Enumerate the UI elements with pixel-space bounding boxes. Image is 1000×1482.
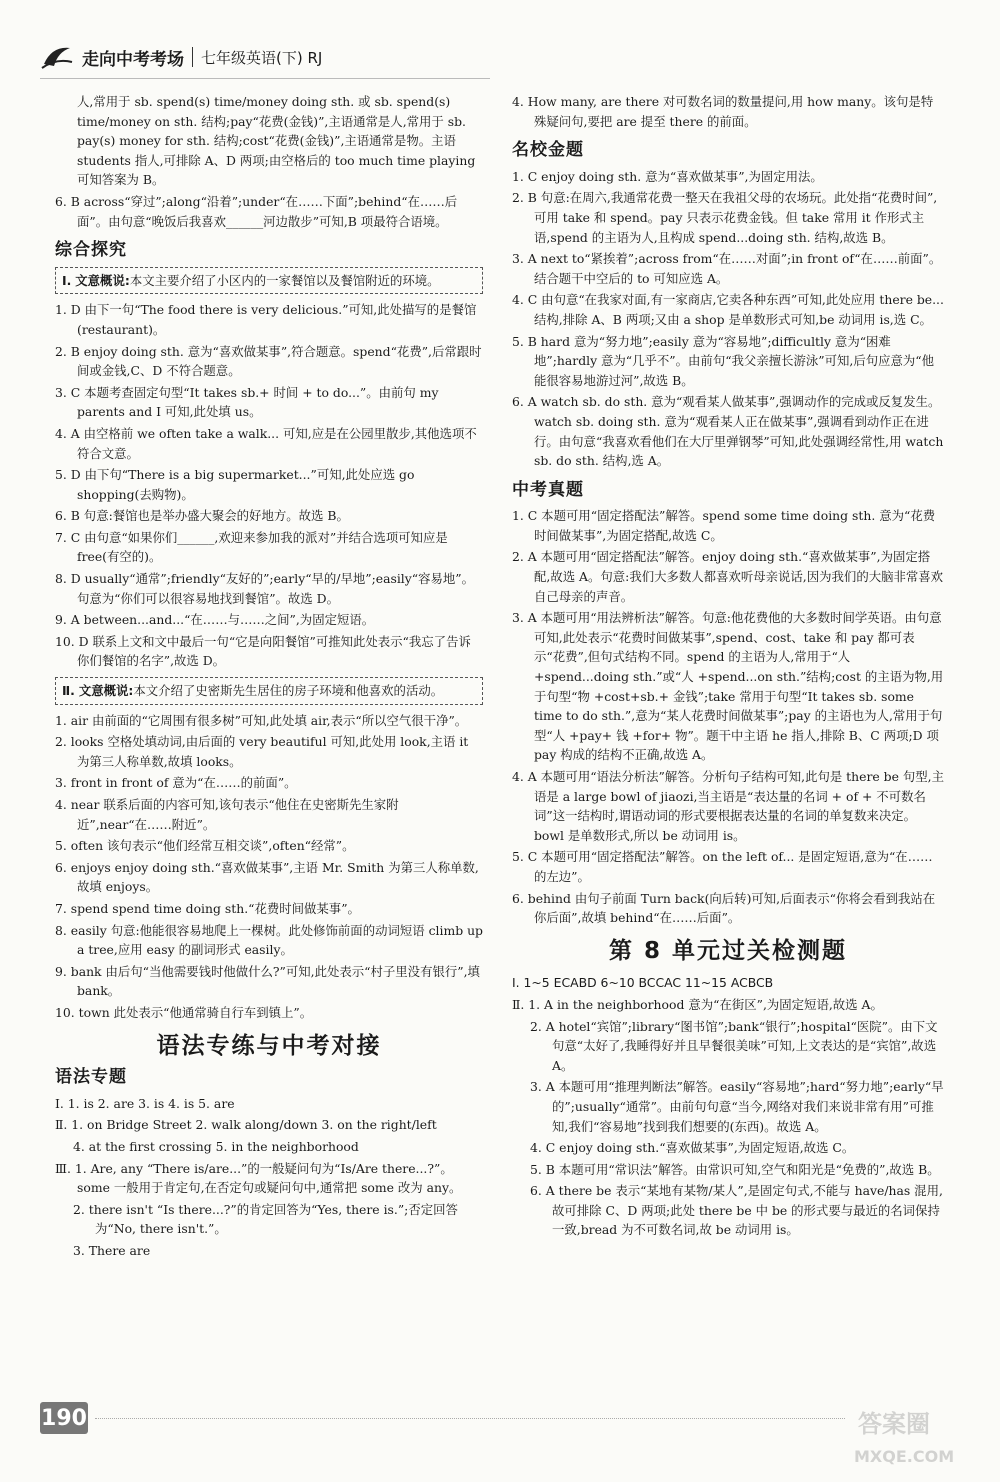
header-divider [192,47,193,67]
answer-item: 10. town 此处表示“他通常骑自行车到镇上”。 [55,1004,313,1020]
summary-box-2 [55,677,483,705]
answer-item: 4. C enjoy doing sth.“喜欢做某事”,为固定短语,故选 C。 [530,1140,855,1156]
answer-item: 5. C 本题可用“固定搭配法”解答。on the left of... 是固定短语,意为“在……的左边”。 [512,849,933,884]
answer-item: 6. enjoys enjoy doing sth.“喜欢做某事”,主语 Mr. Smith 为第三人称单数,故填 enjoys。 [55,859,479,895]
answer-item: 7. spend spend time doing sth.“花费时间做某事”。 [55,900,360,916]
answer-item: 6. behind 由句子前面 Turn back(向后转)可知,后面表示“你将会看到我站在你后面”,故填 behind“在……后面”。 [512,890,936,926]
answer-item: 3. A next to“紧挨着”;across from“在……对面”;in front of“在……前面”。结合题干中空后的 to 可知应选 A。 [512,251,942,286]
answer-item: 2. A hotel“宾馆”;library“图书馆”;bank“银行”;hospital“医院”。由下文句意“太好了,我睡得好并且早餐很美味”可知,上文表达的是“宾馆”,故选 A。 [530,1018,938,1073]
answer-item: 5. B hard 意为“努力地”;easily 意为“容易地”;difficultly 意为“困难地”;hardly 意为“几乎不”。由前句“我父亲擅长游泳”可知,后句应意为“他能很容易地游过河”,故选 B。 [512,333,935,388]
answer-item: 6. B 句意:餐馆也是举办盛大聚会的好地方。故选 B。 [55,508,349,524]
summary-box-1 [55,267,483,295]
answer-item: 10. D 联系上文和文中最后一句“它是向阳餐馆”可推知此处表示“我忘了告诉你们餐馆的名字”,故选 D。 [55,633,471,669]
answer-item: 9. bank 由后句“当他需要钱时他做什么?”可知,此处表示“村子里没有银行”,填 bank。 [55,963,480,999]
answer-item: 3. There are [73,1242,151,1258]
header-rule [40,78,490,79]
answer-item: Ⅱ. 1. A in the neighborhood 意为“在街区”,为固定短语,故选 A。 [512,996,883,1012]
answer-item: 6. A there be 表示“某地有某物/某人”,是固定句式,不能与 have/has 混用,故可排除 C、D 两项;此处 there be 中 be 的形式要与最近的名词保持一致,bread 为不可数名词,故 be 动词用 is。 [530,1183,943,1238]
answer-item: Ⅲ. 1. Are, any “There is/are...”的一般疑问句为“Is/Are there...?”。some 一般用于肯定句,在否定句或疑问句中,通常把 some 改为 any。 [55,1160,462,1196]
answer-item: 2. looks 空格处填动词,由后面的 very beautiful 可知,此处用 look,主语 it 为第三人称单数,故填 looks。 [55,734,469,769]
summary-num: Ⅱ. [62,683,75,699]
answer-item: 4. A 由空格前 we often take a walk... 可知,应是在公园里散步,其他选项不符合文意。 [55,425,477,461]
answer-item: 1. C 本题可用“固定搭配法”解答。spend some time doing sth. 意为“花费时间做某事”,为固定搭配,故选 C。 [512,508,936,543]
answer-item: 3. A 本题可用“用法辨析法”解答。句意:他花费他的大多数时间学英语。由句意可知,此处表示“花费时间做某事”,spend、cost、take 和 pay 都可表示“花费”,但句式结构不同。spend 的主语为人,常用于“人 +spend...doing sth.”或“人 +spend...on sth.”结构;cost 的主语为物,用于句型“物 +cost+sb.+ 金钱”;take 常用于句型“It takes sb. some time to do sth.”,意为“某人花费时间做某事”;pay 的主语也为人,常用于句型“人 +pay+ 钱 +for+ 物”。题干中主语 he 指人,排除 B、C 两项;D 项 pay 构成的结构不正确,故选 A。 [512,610,944,763]
left-column [55,92,483,1262]
answer-item: 6. B across“穿过”;along“沿着”;under“在……下面”;behind“在……后面”。由句意“晚饭后我喜欢______河边散步”可知,B 项最符合语境。 [55,193,458,229]
answer-item: 3. C 本题考查固定句型“It takes sb.+ 时间 + to do...”。由前句 my parents and I 可知,此处填 us。 [55,384,439,420]
answer-item: 5. D 由下句“There is a big supermarket...”可知,此处应选 go shopping(去购物)。 [55,467,415,502]
book-title: 走向中考考场 [82,49,184,70]
right-column [512,92,944,1242]
answer-item: 4. A 本题可用“语法分析法”解答。分析句子结构可知,此句是 there be 句型,主语是 a large bowl of jiaozi,当主语是“表达量的名词 + of + 不可数名词”这一结构时,谓语动词的形式要根据表达量的名词的单复数来决定。bowl 是单数形式,所以 be 动词用 is。 [512,769,944,843]
section-title-grammar: 语法专题 [55,1067,127,1088]
book-subtitle: 七年级英语(下) RJ [201,48,323,67]
answer-item: 8. D usually“通常”;friendly“友好的”;early“早的/早地”;easily“容易地”。句意为“你们可以很容易地找到餐馆”。故选 D。 [55,571,475,606]
answer-item: 2. B 句意:在周六,我通常花费一整天在我祖父母的农场玩。此处指“花费时间”,可用 take 和 spend。pay 只表示花费金钱。但 take 常用 it 作形式主语,spend 的主语为人,且构成 spend...doing sth. 结构,故选 B。 [512,190,938,245]
answer-item: 6. A watch sb. do sth. 意为“观看某人做某事”,强调动作的完成或反复发生。watch sb. doing sth. 意为“观看某人正在做某事”,强调看到动作正在进行。由句意“我喜欢看他们在大厅里弹钢琴”可知,此处强调经常性,用 watch sb. do sth. 结构,选 A。 [512,394,944,469]
answer-item: Ⅱ. 1. on Bridge Street 2. walk along/down 3. on the right/left [55,1117,437,1133]
chapter-title-unit8: 第 8 单元过关检测题 [608,937,848,964]
summary-num: Ⅰ. [62,272,72,288]
chapter-title-grammar: 语法专练与中考对接 [156,1032,382,1059]
answer-item: 4. How many, are there 对可数名词的数量提问,用 how many。该句是特殊疑问句,要把 are 提至 there 的前面。 [512,94,934,129]
answer-item: 2. there isn't “Is there...?”的肯定回答为“Yes, there is.”;否定回答为“No, there isn't.”。 [73,1201,458,1237]
answer-item: 8. easily 句意:他能很容易地爬上一棵树。此处修饰前面的动词短语 climb up a tree,应用 easy 的副词形式 easily。 [55,922,483,958]
book-logo-icon [40,42,74,72]
summary-text: 本文主要介绍了小区内的一家餐馆以及餐馆附近的环境。 [129,272,440,288]
answer-item: 1. D 由下一句“The food there is very delicious.”可知,此处描写的是餐馆(restaurant)。 [55,302,477,337]
section-title-comprehensive: 综合探究 [55,240,127,261]
answer-item: 3. front in front of 意为“在……的前面”。 [55,775,297,791]
answer-item: 人,常用于 sb. spend(s) time/money doing sth. 或 sb. spend(s) time/money on sth. 结构;pay“花费(金钱)”,主语通常是人,常用于 sb. pay(s) money for sth. 结构;cost“花费(金钱)”,主语通常是物。主语 students 指人,可排除 A、D 两项;由空格后的 too much time playing 可知答案为 B。 [77,94,476,188]
watermark-text-1: 答案圈 [858,1410,930,1438]
answer-item: 4. at the first crossing 5. in the neighborhood [73,1138,359,1154]
watermark-text-2: MXQE.COM [854,1447,955,1466]
answer-item: 7. C 由句意“如果你们______,欢迎来参加我的派对”并结合选项可知应是 free(有空的)。 [55,529,448,565]
answer-item: 5. often 该句表示“他们经常互相交谈”,often“经常”。 [55,838,355,854]
answer-item: 1. air 由前面的“它周围有很多树”可知,此处填 air,表示“所以空气很干净”。 [55,712,468,728]
footer-rule [95,1418,845,1420]
summary-label: 文意概说: [78,683,134,699]
summary-text: 本文介绍了史密斯先生居住的房子环境和他喜欢的活动。 [133,683,444,699]
answer-item: 2. B enjoy doing sth. 意为“喜欢做某事”,符合题意。spend“花费”,后常跟时间或金钱,C、D 不符合题意。 [55,343,482,379]
answer-item: 4. C 由句意“在我家对面,有一家商店,它卖各种东西”可知,此处应用 there be... 结构,排除 A、B 两项;又由 a shop 是单数形式可知,be 动词用 is,选 C。 [512,292,944,327]
watermark-logo [850,1400,970,1472]
answer-item: Ⅰ. 1. is 2. are 3. is 4. is 5. are [55,1095,235,1111]
answer-item: 5. B 本题可用“常识法”解答。由常识可知,空气和阳光是“免费的”,故选 B。 [530,1161,940,1177]
answer-item: Ⅰ. 1~5 ECABD 6~10 BCCAC 11~15 ACBCB [512,975,774,991]
section-title-exam-real: 中考真题 [512,479,584,500]
answer-item: 3. A 本题可用“推理判断法”解答。easily“容易地”;hard“努力地”;early“早的”;usually“通常”。由前句句意“当今,网络对我们来说非常有用”可推知,我们“容易地”找到我们想要的(东西)。故选 A。 [530,1079,944,1134]
page-number: 190 [40,1402,88,1434]
answer-item: 4. near 联系后面的内容可知,该句表示“他住在史密斯先生家附近”,near“在……附近”。 [55,797,399,832]
answer-item: 1. C enjoy doing sth. 意为“喜欢做某事”,为固定用法。 [512,168,823,184]
summary-label: 文意概说: [75,272,130,288]
answer-item: 9. A between...and...“在……与……之间”,为固定短语。 [55,612,375,628]
section-title-famous-school: 名校金题 [512,140,584,161]
answer-item: 2. A 本题可用“固定搭配法”解答。enjoy doing sth.“喜欢做某事”,为固定搭配,故选 A。句意:我们大多数人都喜欢听母亲说话,因为我们的大脑非常喜欢自己母亲的声音。 [512,549,944,604]
page-header [40,40,322,74]
